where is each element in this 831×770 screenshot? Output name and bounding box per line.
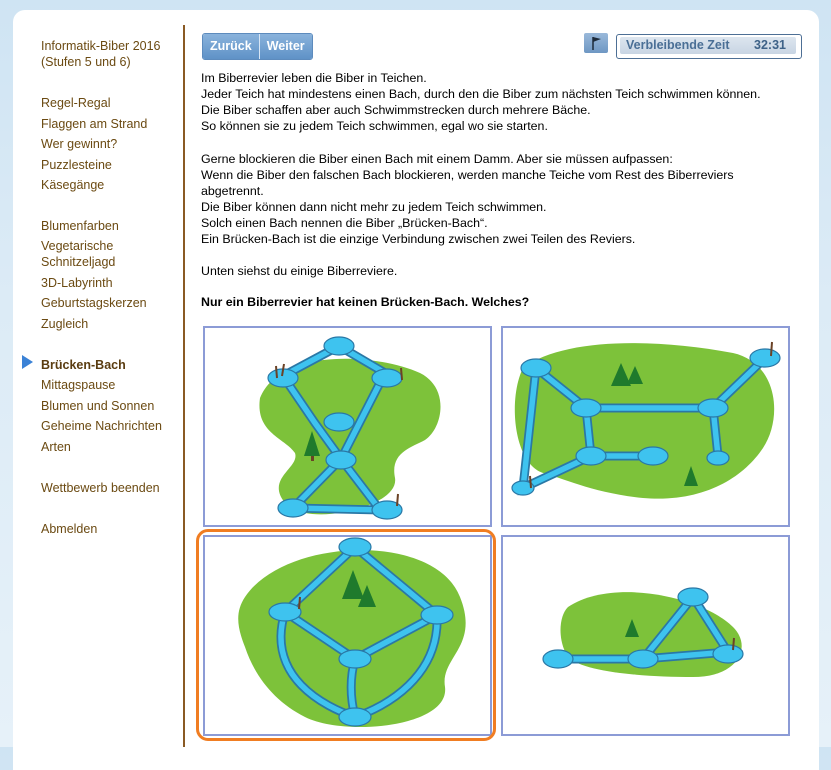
intro-line: Im Biberrevier leben die Biber in Teichen. <box>201 71 427 85</box>
beaver-territory-image <box>503 328 788 525</box>
answer-option-c[interactable] <box>203 535 492 736</box>
answer-option-a[interactable] <box>203 326 492 527</box>
navigation-button-group <box>202 33 313 60</box>
dam-line: Die Biber können dann nicht mehr zu jedem Teich schwimmen. <box>201 200 547 214</box>
current-task-arrow-icon <box>22 355 33 369</box>
sidebar-item-blumenfarben[interactable]: Blumenfarben <box>41 219 119 233</box>
next-button[interactable]: Weiter <box>259 34 312 59</box>
sidebar-item-blumen-und-sonnen[interactable]: Blumen und Sonnen <box>41 399 155 413</box>
sidebar-item-bruecken-bach[interactable]: Brücken-Bach <box>41 358 126 372</box>
dam-line: Solch einen Bach nennen die Biber „Brücken-Bach“. <box>201 216 488 230</box>
sidebar-item-vegetarische[interactable]: Vegetarische <box>41 239 114 253</box>
beaver-territory-image <box>205 537 490 734</box>
dam-paragraph <box>201 151 811 247</box>
intro-paragraph <box>201 70 811 134</box>
sidebar-item-geburtstagskerzen[interactable]: Geburtstagskerzen <box>41 296 147 310</box>
logout-link[interactable]: Abmelden <box>41 522 98 536</box>
contest-title-line1[interactable]: Informatik-Biber 2016 <box>41 39 161 53</box>
intro-line: Die Biber schaffen aber auch Schwimmstrecken durch mehrere Bäche. <box>201 103 591 117</box>
sidebar-item-puzzlesteine[interactable]: Puzzlesteine <box>41 158 112 172</box>
dam-line: Wenn die Biber den falschen Bach blockieren, werden manche Teiche vom Rest des Biberreviers <box>201 168 734 182</box>
sidebar-item-regel-regal[interactable]: Regel-Regal <box>41 96 111 110</box>
contest-title-line2[interactable]: (Stufen 5 und 6) <box>41 55 131 69</box>
sidebar-item-mittagspause[interactable]: Mittagspause <box>41 378 116 392</box>
sidebar-item-zugleich[interactable]: Zugleich <box>41 317 89 331</box>
sidebar-item-3d-labyrinth[interactable]: 3D-Labyrinth <box>41 276 113 290</box>
sidebar-item-arten[interactable]: Arten <box>41 440 71 454</box>
answer-option-b[interactable] <box>501 326 790 527</box>
sidebar-item-kaesegaenge[interactable]: Käsegänge <box>41 178 105 192</box>
beaver-territory-image <box>503 537 788 734</box>
back-button[interactable]: Zurück <box>203 34 259 59</box>
sidebar-divider <box>183 25 185 747</box>
sidebar-item-geheime-nachrichten[interactable]: Geheime Nachrichten <box>41 419 162 433</box>
overview-paragraph: Unten siehst du einige Biberreviere. <box>201 264 398 278</box>
remaining-time-box <box>616 34 802 59</box>
flag-task-button[interactable] <box>584 33 608 53</box>
answer-option-d[interactable] <box>501 535 790 736</box>
remaining-time-label: Verbleibende Zeit <box>626 38 730 52</box>
sidebar-item-wer-gewinnt[interactable]: Wer gewinnt? <box>41 137 118 151</box>
end-contest-link[interactable]: Wettbewerb beenden <box>41 481 160 495</box>
dam-line: Gerne blockieren die Biber einen Bach mit einem Damm. Aber sie müssen aufpassen: <box>201 152 673 166</box>
flag-icon <box>584 33 608 53</box>
remaining-time-value: 32:31 <box>754 38 786 52</box>
dam-line: Ein Brücken-Bach ist die einzige Verbindung zwischen zwei Teilen des Reviers. <box>201 232 636 246</box>
sidebar-item-flaggen-am-strand[interactable]: Flaggen am Strand <box>41 117 148 131</box>
intro-line: Jeder Teich hat mindestens einen Bach, durch den die Biber zum nächsten Teich schwimmen können. <box>201 87 761 101</box>
dam-line: abgetrennt. <box>201 184 264 198</box>
beaver-territory-image <box>205 328 490 525</box>
sidebar-item-schnitzeljagd[interactable]: Schnitzeljagd <box>41 255 116 269</box>
question-text: Nur ein Biberrevier hat keinen Brücken-Bach. Welches? <box>201 295 530 309</box>
intro-line: So können sie zu jedem Teich schwimmen, egal wo sie starten. <box>201 119 548 133</box>
